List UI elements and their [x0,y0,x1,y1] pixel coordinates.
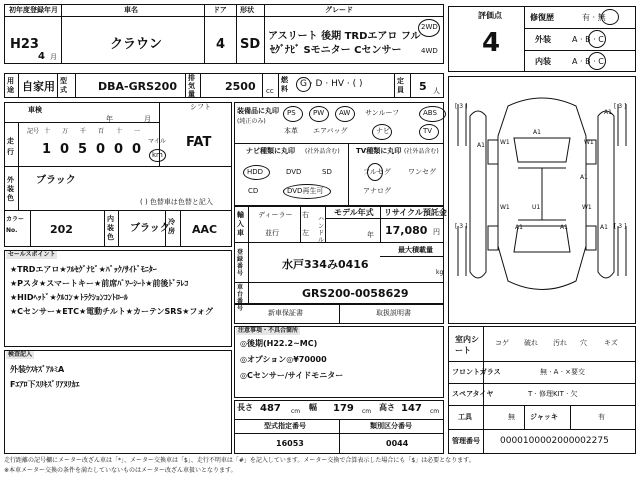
capacity-unit: 人 [433,87,440,95]
width-value: 179 [333,403,354,414]
damage-label: A1 [600,224,608,231]
mileage-label: 走行 [7,137,14,156]
damage-label: W1 [582,204,592,211]
row2-box [4,73,444,98]
mileage-digit: 5 [78,142,88,157]
drive-4wd: 4WD [421,47,438,55]
tv-title: TV種類に丸印 [356,147,402,155]
damage-label: A1 [604,109,612,116]
equipment-item: PW [313,109,325,117]
height-label: 高さ [379,403,395,412]
navi-item: DVD再生可 [287,187,324,195]
usage-value: 自家用 [22,80,55,93]
inspection-year-unit: 年 [106,115,113,123]
handle-label: ハンドル [318,216,325,244]
grade-line1: アスリート 後期 TRDエアロ フル [268,31,421,42]
seat-item: 汚れ [553,339,567,347]
length-label: 長さ [237,403,253,412]
width-unit: cm [362,408,372,415]
width-label: 幅 [309,403,317,412]
fuel-label: 燃料 [281,76,288,93]
handle-left: 左 [302,229,309,237]
equipment-item: エアバッグ [313,127,348,135]
footer-line1: 走行距離の記号欄にメーター改ざん車は「*」、メーター交換車は「$」、走行不明車は「#」を記入しています。メーター交換で合算表示した場合にも「$」は必要となります。 [4,457,475,464]
seat-item: 穴 [580,339,587,347]
equipment-item: サンルーフ [365,109,400,117]
navi-item: DVD [286,168,302,176]
first-reg-value: H23 [10,37,39,52]
navi-item: CD [248,187,259,195]
ac-value: AAC [192,223,218,236]
navi-item: HDD [247,168,264,176]
shift-value: FAT [186,135,212,150]
color-note: ( ) 色替車は色替と記入 [140,198,213,206]
shape-value: SD [240,37,261,52]
class-label: 類別区分番号 [370,422,412,430]
mileage-digit: 0 [96,142,106,157]
damage-label: A1 [560,224,568,231]
displacement-unit: cc [266,87,274,95]
damage-label: W1 [500,139,510,146]
car-name-value: クラウン [110,37,163,52]
jack-value: 有 [598,413,605,421]
spare-options: T · 修理KIT · 欠 [528,390,578,398]
equipment-subtitle: (純正のみ) [237,118,266,125]
grade-interior-b-circle [588,52,606,70]
grade-exterior-label: 外装 [535,35,551,44]
seat-label: 室内シート [455,335,479,355]
tv-item: アナログ [363,187,391,195]
diagram-bracket: [ 3 ] [455,223,468,230]
mileage-unit-label: 百 [98,128,105,135]
length-value: 487 [260,403,281,414]
doors-value: 4 [216,37,226,52]
parallel-label: 並行 [265,229,279,237]
recycle-label: リサイクル預託金 [384,208,447,217]
chassis-label: 車台番号 [237,284,244,312]
length-unit: cm [291,408,301,415]
inspector-note-line: Fｴｱﾛ下ｽﾘｷｽﾞﾘｱﾇﾘｶｴ [10,380,80,389]
displacement-value: 2500 [225,80,256,93]
mileage-unit-label: 一 [134,128,141,135]
inspector-notes-title: 検査記入 [8,351,33,358]
height-unit: cm [430,408,440,415]
equipment-item: TV [423,127,433,135]
grade-label: グレード [325,6,353,14]
exterior-color-value: ブラック [36,175,76,186]
sales-point-line: ★HIDﾍｯﾄﾞ★ｸﾙｺﾝ★ﾄﾗｸｼｮﾝｺﾝﾄﾛｰﾙ [10,293,128,302]
sales-point-line: ★TRDエアロ★ﾌﾙｾｸﾞﾅﾋﾞ★ﾊﾞｯｸ/ｻｲﾄﾞﾓﾆﾀｰ [10,265,157,274]
diagram-bracket: [ 3 ] [455,103,468,110]
recycle-value: 17,080 [385,224,428,237]
tv-item: ワンセグ [408,168,436,176]
mileage-digit: 0 [60,142,70,157]
mileage-unit-label: 千 [80,128,87,135]
model-value: DBA-GRS200 [98,80,177,93]
note-line: ◎オプション◎¥70000 [240,355,327,364]
sales-point-line: ★Pスタ★スマートキー★前席ﾊﾟﾜｰｼｰﾄ★前後ﾄﾞﾗﾚｺ [10,279,189,288]
first-reg-label: 初年度登録年月 [9,6,58,14]
damage-label: A1 [533,129,541,136]
month-unit: 月 [50,53,57,61]
equipment-item: AW [339,109,351,117]
doors-label: ドア [213,6,227,14]
damage-label: A1 [580,174,588,181]
equipment-item: ナビ [376,127,390,135]
mileage-unit-label: 十 [116,128,123,135]
front-glass-label: フロントガラス [452,368,501,376]
navi-item: SD [322,168,332,176]
footer-line2: ※本車メーター交換の条件を満たしていないものはメーター改ざん車扱いとなります。 [4,467,237,474]
drive-2wd: 2WD [421,23,438,31]
tools-label: 工具 [458,413,472,421]
damage-label: W1 [584,139,594,146]
type-cert-label: 型式指定番号 [264,422,306,430]
recorded-label: 記号 [27,128,40,135]
equipment-item: 本革 [284,127,298,135]
mileage-digit: 0 [114,142,124,157]
exterior-color-label: 外装色 [7,176,14,202]
interior-color-value: ブラック [130,223,170,234]
seat-item: キズ [604,339,618,347]
inspector-note-line: 外装ｳｽｷｽﾞｱﾙﾐA [10,365,65,374]
diagram-bracket: [ 3 ] [614,103,627,110]
equipment-title: 装備品に丸印 [237,107,279,115]
capacity-value: 5 [419,80,427,93]
mileage-digit: 0 [132,142,142,157]
repair-none-circle [601,9,619,25]
navi-subtitle: (社外品含む) [305,148,340,155]
equipment-item: PS [287,109,296,117]
capacity-label: 定員 [397,77,404,94]
model-label: 型式 [60,77,67,94]
tools-value: 無 [508,413,515,421]
model-year-value: 年 [367,231,374,239]
grade-exterior-b-circle [588,30,606,48]
ac-label: 冷房 [168,218,175,235]
note-line: ◎Cセンサー/サイドモニター [240,371,344,380]
notes-title: 注意事項・不具合箇所 [238,327,299,334]
damage-label: A1 [477,142,485,149]
mileage-unit-label: 万 [62,128,69,135]
manual-label: 取扱説明書 [376,309,411,317]
class-value: 0044 [386,439,409,448]
usage-label: 用途 [7,77,14,94]
diagram-bracket: [ 3 ] [614,223,627,230]
color-no-value: 202 [50,223,73,236]
height-value: 147 [401,403,422,414]
damage-label: A1 [515,224,523,231]
color-no-label: カラーNo. [6,216,25,234]
chassis-value: GRS200-0058629 [302,287,409,300]
mgmt-value: 0000100002000002275 [500,436,609,446]
grade-interior-label: 内装 [535,57,551,66]
recycle-unit: 円 [433,228,440,236]
fuel-options: G · D · HV · ( ) [300,79,363,89]
type-cert-value: 16053 [276,439,304,448]
grade-line2: ｾｸﾞﾅﾋﾞ Sモニター Cセンサー [270,45,402,56]
score-label: 評価点 [478,11,502,20]
displacement-label: 排気量 [188,74,195,98]
inspection-label: 車検 [28,106,42,114]
interior-color-label: 内装色 [107,215,114,241]
max-load-label: 最大積載量 [398,246,433,254]
plate-value: 水戸334み0416 [282,258,369,271]
first-reg-month: 4 [38,51,45,62]
grade-interior-options: A · B · C [572,57,604,66]
model-year-label: モデル年式 [334,208,374,217]
plate-label: 登録番号 [237,249,244,277]
mile-label: マイル [148,138,166,145]
car-name-label: 車名 [124,6,138,14]
new-warranty-label: 新車保証書 [268,309,303,317]
repair-options: 有 · 無 [582,13,606,22]
jack-label: ジャッキ [530,413,558,421]
equipment-item: ABS [423,109,437,117]
mgmt-label: 管理番号 [452,437,480,445]
tv-subtitle: (社外品含む) [404,148,439,155]
shift-label: シフト [190,103,211,111]
damage-label: W1 [500,204,510,211]
score-value: 4 [482,28,501,58]
shape-label: 形状 [240,6,254,14]
sales-point-line: ★Cセンサー★ETC★電動チルト★カーテンSRS★フォグ [10,307,214,316]
mileage-unit-label: 十 [44,128,51,135]
sales-points-title: セールスポイント [8,251,56,258]
spare-label: スペアタイヤ [452,390,494,398]
repair-label: 修復歴 [530,13,554,22]
dealer-label: ディーラー [258,211,293,219]
import-label: 輸入車 [237,211,244,237]
front-glass-options: 無 · A · ×要交 [540,368,586,376]
inspection-month-unit: 月 [144,115,151,123]
seat-item: 破れ [524,339,538,347]
tv-item: フルセグ [363,168,391,176]
max-load-unit: kg [436,269,444,276]
handle-right: 右 [302,211,309,219]
mileage-digit: 1 [42,142,52,157]
damage-label: U1 [532,204,541,211]
grade-exterior-options: A · B · C [572,35,604,44]
note-line: ◎後期(H22.2~MC) [240,339,318,348]
seat-item: コゲ [495,339,509,347]
km-label: km [152,151,163,159]
navi-title: ナビ種類に丸印 [246,147,295,155]
